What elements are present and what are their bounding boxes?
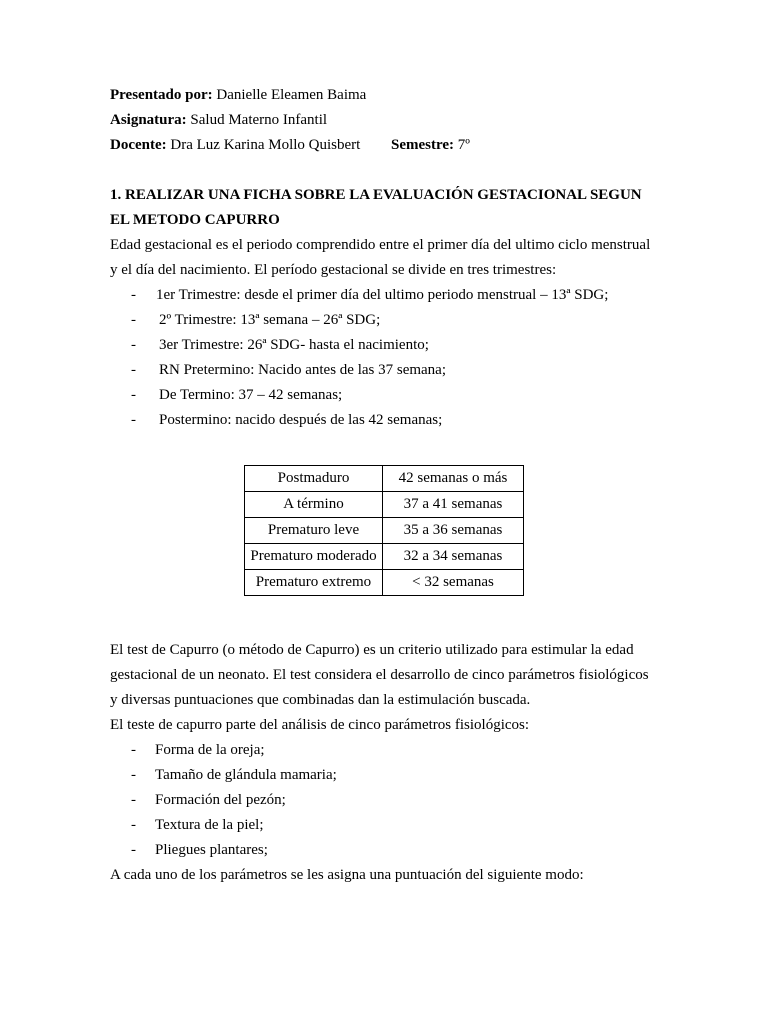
section-title-line1: 1. REALIZAR UNA FICHA SOBRE LA EVALUACIÓN GESTACIONAL SEGUN <box>110 187 642 203</box>
presented-by-value: Danielle Eleamen Baima <box>212 87 367 103</box>
capurro-paragraph-line2: gestacional de un neonato. El test considera el desarrollo de cinco parámetros fisiológicos <box>110 667 649 683</box>
table-cell-weeks: 42 semanas o más <box>383 466 524 492</box>
table-cell-weeks: 32 a 34 semanas <box>383 544 524 570</box>
table-cell-weeks: 35 a 36 semanas <box>383 518 524 544</box>
params-intro: El teste de capurro parte del análisis de cinco parámetros fisiológicos: <box>110 717 530 733</box>
param-text: Tamaño de glándula mamaria; <box>155 767 337 783</box>
section-title-line2: EL METODO CAPURRO <box>110 212 280 228</box>
stage-text: 3er Trimestre: 26ª SDG- hasta el nacimiento; <box>159 337 429 353</box>
teacher-value: Dra Luz Karina Mollo Quisbert <box>166 137 361 153</box>
subject-line <box>110 110 327 130</box>
bullet-dash: - <box>131 767 136 783</box>
table-row <box>245 492 524 518</box>
presented-by-line <box>110 85 366 105</box>
table-cell-category: Prematuro leve <box>245 518 383 544</box>
bullet-dash: - <box>131 387 136 403</box>
subject-label: Asignatura: <box>110 112 187 128</box>
stage-text: De Termino: 37 – 42 semanas; <box>159 387 343 403</box>
stage-text: Postermino: nacido después de las 42 semanas; <box>159 412 443 428</box>
bullet-dash: - <box>131 287 136 303</box>
teacher-label: Docente: <box>110 137 167 153</box>
param-text: Textura de la piel; <box>155 817 264 833</box>
intro-line1: Edad gestacional es el periodo comprendido entre el primer día del ultimo ciclo menstrual <box>110 237 651 253</box>
bullet-dash: - <box>131 842 136 858</box>
bullet-dash: - <box>131 362 136 378</box>
presented-by-label: Presentado por: <box>110 87 213 103</box>
bullet-dash: - <box>131 312 136 328</box>
param-text: Pliegues plantares; <box>155 842 268 858</box>
bullet-dash: - <box>131 817 136 833</box>
table-cell-weeks: 37 a 41 semanas <box>383 492 524 518</box>
capurro-paragraph-line1: El test de Capurro (o método de Capurro) es un criterio utilizado para estimular la edad <box>110 642 634 658</box>
param-text: Forma de la oreja; <box>155 742 265 758</box>
stage-text: 2º Trimestre: 13ª semana – 26ª SDG; <box>159 312 381 328</box>
bullet-dash: - <box>131 742 136 758</box>
param-text: Formación del pezón; <box>155 792 286 808</box>
table-row <box>245 518 524 544</box>
semester-line <box>391 135 470 155</box>
semester-value: 7º <box>454 137 470 153</box>
table-row <box>245 544 524 570</box>
bullet-dash: - <box>131 412 136 428</box>
semester-label: Semestre: <box>391 137 455 153</box>
table-cell-category: Prematuro extremo <box>245 570 383 596</box>
table-cell-weeks: < 32 semanas <box>383 570 524 596</box>
intro-line2: y el día del nacimiento. El período gestacional se divide en tres trimestres: <box>110 262 557 278</box>
closing-line: A cada uno de los parámetros se les asigna una puntuación del siguiente modo: <box>110 867 584 883</box>
capurro-paragraph-line3: y diversas puntuaciones que combinadas dan la estimulación buscada. <box>110 692 531 708</box>
subject-value: Salud Materno Infantil <box>186 112 328 128</box>
gestational-age-table <box>244 465 524 596</box>
teacher-line <box>110 135 360 155</box>
bullet-dash: - <box>131 792 136 808</box>
table-cell-category: Prematuro moderado <box>245 544 383 570</box>
bullet-dash: - <box>131 337 136 353</box>
stage-text: 1er Trimestre: desde el primer día del ultimo periodo menstrual – 13ª SDG; <box>156 287 609 303</box>
table-row <box>245 466 524 492</box>
table-cell-category: Postmaduro <box>245 466 383 492</box>
table-cell-category: A término <box>245 492 383 518</box>
stage-text: RN Pretermino: Nacido antes de las 37 semana; <box>159 362 447 378</box>
table-row <box>245 570 524 596</box>
